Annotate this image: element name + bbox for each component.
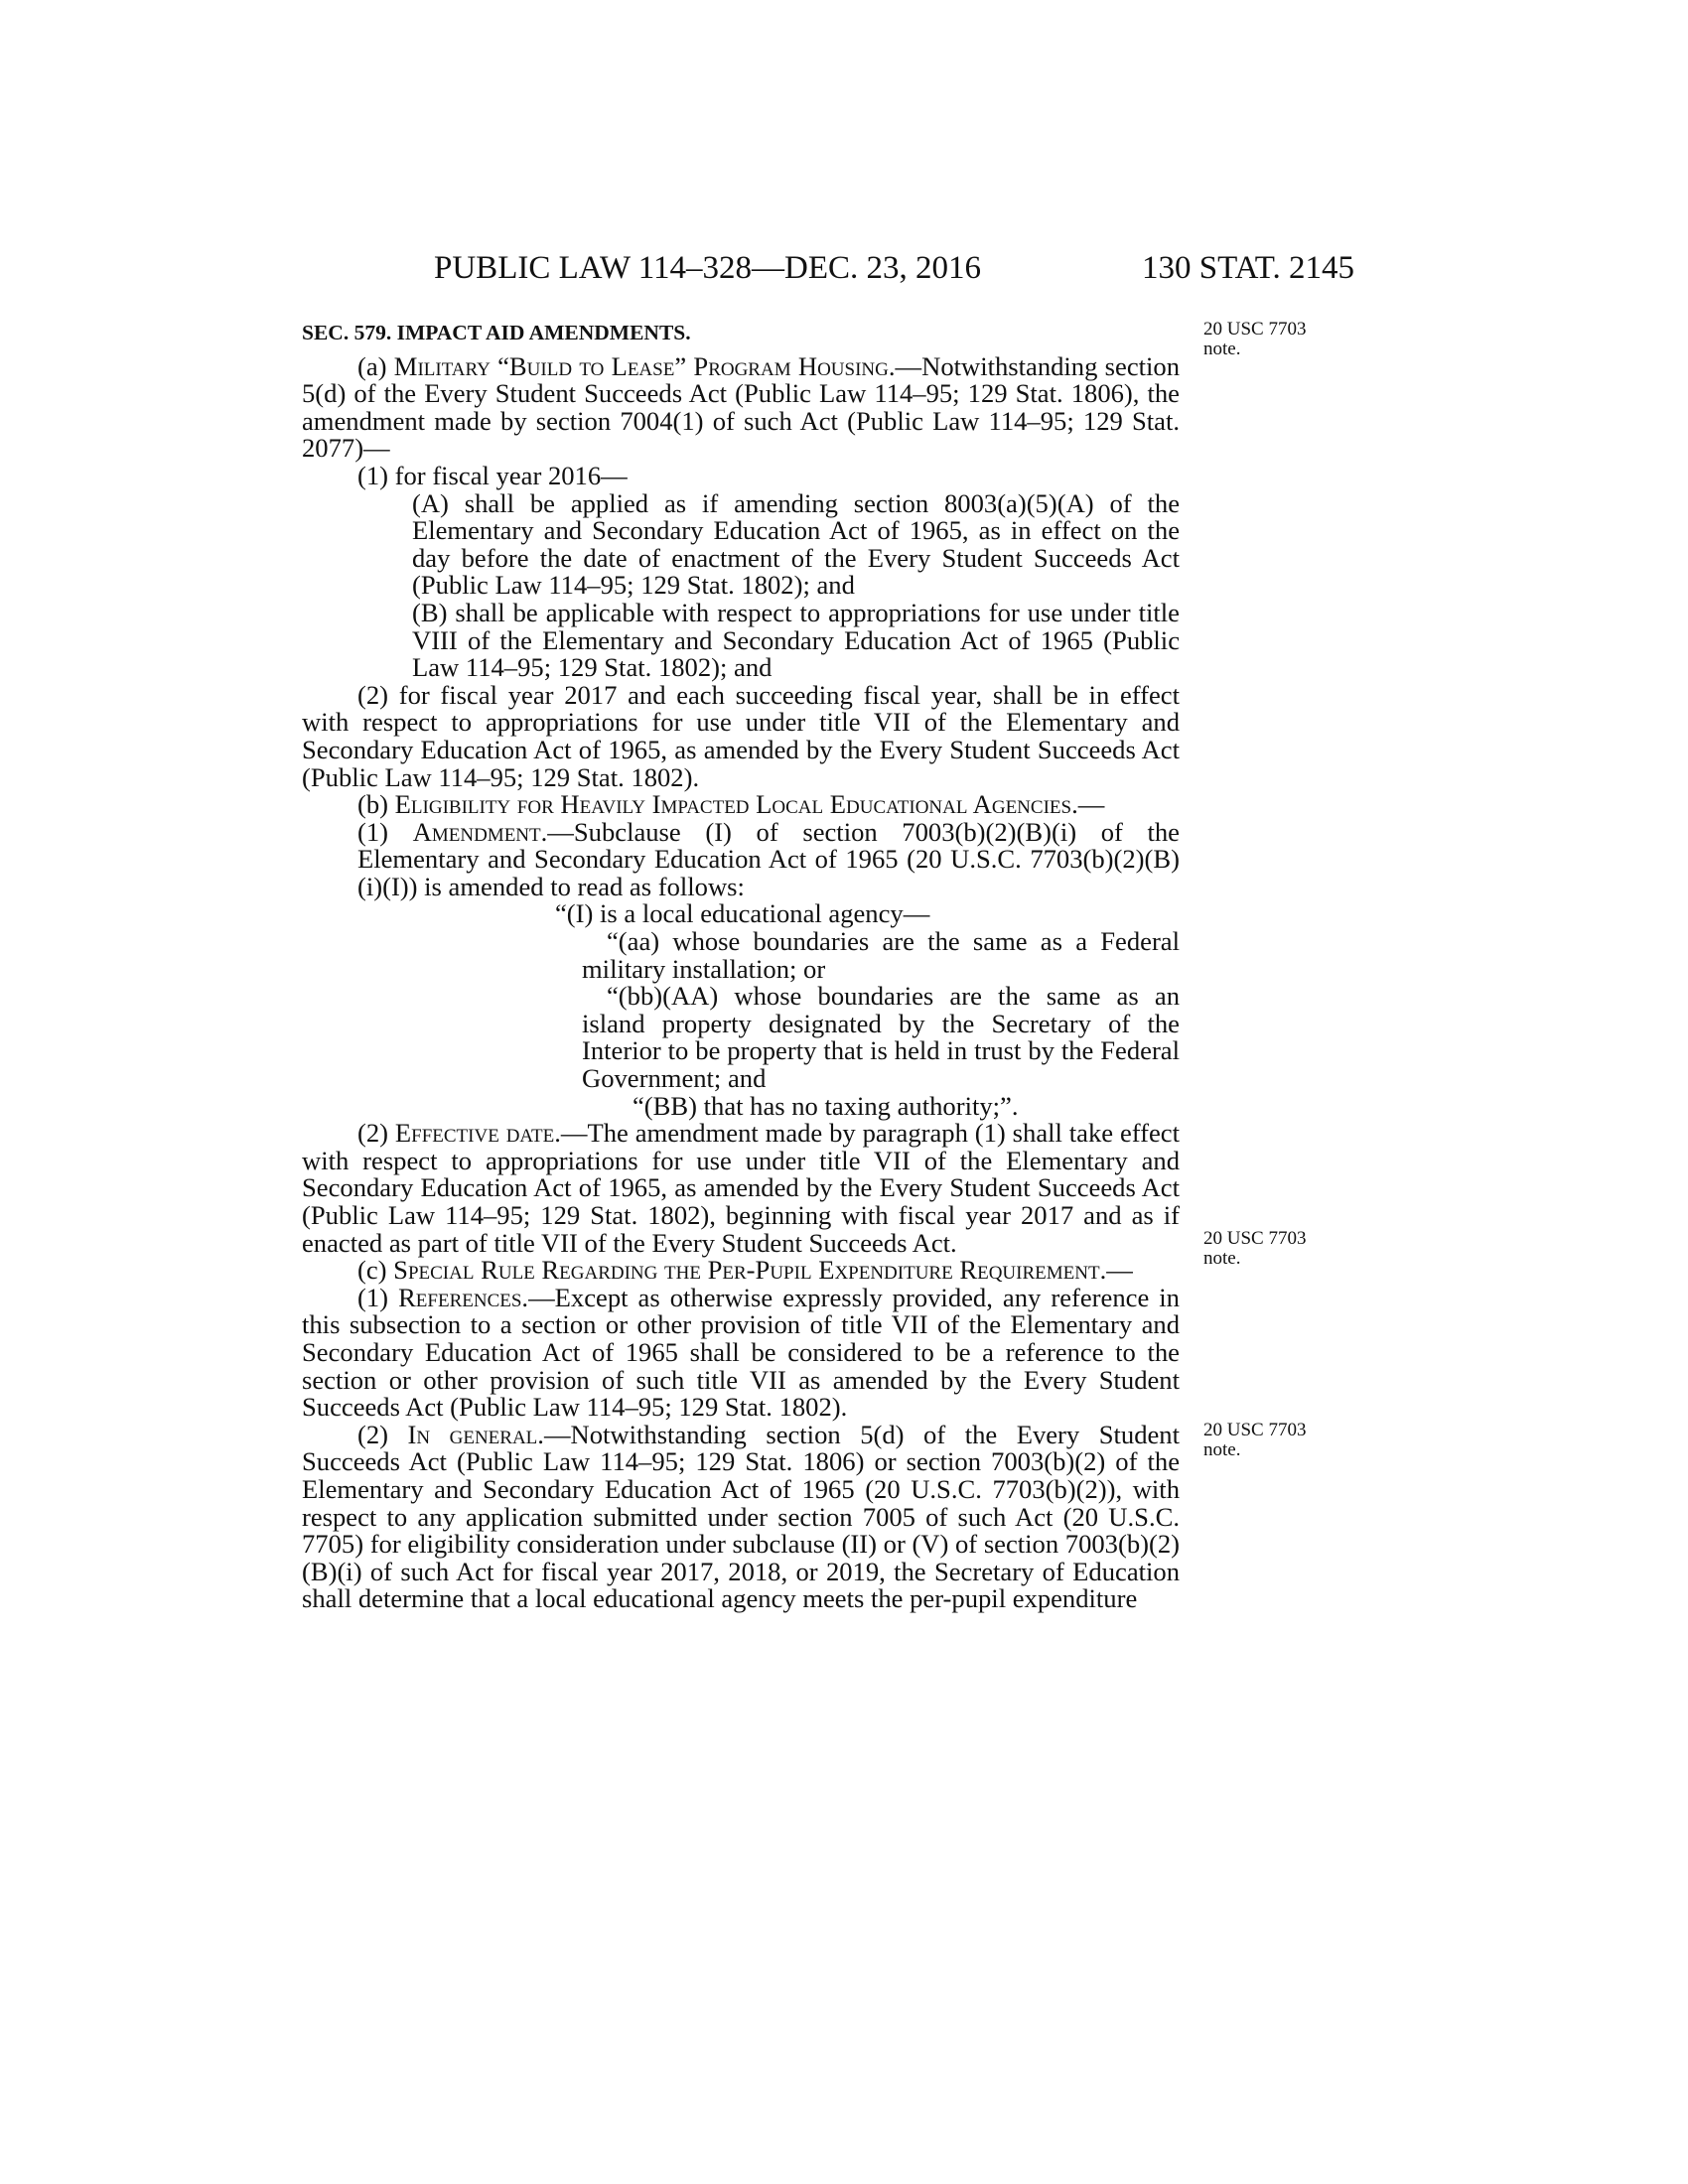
subsection-b-dash: — [1077,789,1105,820]
margin-note-2 [1203,1229,1306,1269]
margin-note-1-line2: note. [1203,339,1241,359]
margin-note-2-line1: 20 USC 7703 [1203,1228,1307,1249]
subsection-a-paragraph-2: (2) for fiscal year 2017 and each succeeding fiscal year, shall be in effect with respect to appropriations for use under title VII of the Elementary and Secondary Education Act of 1965, as amended by the Every Student Succeeds Act (Public Law 114–95; 129 Stat. 1802). [302,679,1180,792]
subsection-c-p1-caption: References. [398,1282,529,1312]
quoted-item-BB: “(BB) that has no taxing authority;”. [633,1090,1019,1121]
subsection-c-heading [302,1257,1180,1285]
subsection-b-p2-lead: (2) [357,1118,395,1149]
subsection-b-paragraph-2 [302,1120,1180,1257]
quoted-item-aa: “(aa) whose boundaries are the same as a Federal military installation; or [582,926,1180,984]
subsection-b-p2-text: —The amendment made by paragraph (1) shall take effect with respect to appropriations for use under title VII of the Elementary and Secondary Education Act of 1965, as amended by the Every Student Succeeds Act (Public Law 114–95; 129 Stat. 1802), beginning with fiscal year 2017 and as if enacted as part of title VII of the Every Student Succeeds Act. [302,1118,1180,1258]
margin-note-3-line1: 20 USC 7703 [1203,1420,1307,1440]
document-body [302,320,1180,1613]
subsection-a-paragraph-1-A: (A) shall be applied as if amending section 8003(a)(5)(A) of the Elementary and Secondary Education Act of 1965, as in effect on the day before the date of enactment of the Every Student Succeeds Act (Public Law 114–95; 129 Stat. 1802); and [412,487,1180,601]
margin-note-3-line2: note. [1203,1439,1241,1460]
subsection-b-lead: (b) [357,789,395,820]
subsection-a-paragraph-1: (1) for fiscal year 2016— [357,460,628,490]
subsection-a-paragraph-1-B: (B) shall be applicable with respect to appropriations for use under title VIII of the Elementary and Secondary Education Act of 1965 (Public Law 114–95; 129 Stat. 1802); and [412,597,1180,683]
quoted-item-bb: “(bb)(AA) whose boundaries are the same as an island property designated by the Secretary of the Interior to be property that is held in trust by the Federal Government; and [582,981,1180,1094]
subsection-c-caption: Special Rule Regarding the Per-Pupil Expenditure Requirement. [393,1255,1107,1286]
subsection-b-caption: Eligibility for Heavily Impacted Local Educational Agencies. [394,789,1078,820]
subsection-c-dash: — [1106,1255,1133,1286]
running-header-title: PUBLIC LAW 114–328—DEC. 23, 2016 [434,250,982,286]
subsection-a-lead: (a) [357,350,394,381]
subsection-a-caption: Military “Build to Lease” Program Housing. [393,350,896,381]
subsection-b-p2-caption: Effective date. [394,1118,561,1149]
subsection-c-p2-lead: (2) [357,1419,408,1449]
subsection-a-text: —Notwithstanding section 5(d) of the Every Student Succeeds Act (Public Law 114–95; 129 Stat. 1806), the amendment made by section 7004(1) of such Act (Public Law 114–95; 129 Stat. 2077)— [302,350,1180,464]
subsection-b-p1-text: —Subclause (I) of section 7003(b)(2)(B)(i) of the Elementary and Secondary Education Act of 1965 (20 U.S.C. 7703(b)(2)(B)(i)(I)) is amended to read as follows: [357,816,1180,901]
margin-note-1 [1203,320,1306,359]
subsection-b-heading [302,791,1180,819]
subsection-c-p2-text: —Notwithstanding section 5(d) of the Every Student Succeeds Act (Public Law 114–95; 129 Stat. 1806) or section 7003(b)(2) of the Elementary and Secondary Education Act of 1965 (20 U.S.C. 7703(b)(2)), with respect to any application submitted under section 7005 of such Act (20 U.S.C. 7705) for eligibility consideration under subclause (II) or (V) of section 7003(b)(2)(B)(i) of such Act for fiscal year 2017, 2018, or 2019, the Secretary of Education shall determine that a local educational agency meets the per-pupil expenditure [302,1419,1180,1614]
subsection-b-p1-lead: (1) [357,816,413,847]
margin-note-2-line2: note. [1203,1248,1241,1269]
section-heading: SEC. 579. IMPACT AID AMENDMENTS. [302,321,691,344]
margin-note-1-line1: 20 USC 7703 [1203,319,1307,340]
margin-note-3 [1203,1421,1306,1460]
subsection-c-p1-text: —Except as otherwise expressly provided, any reference in this subsection to a section or other provision of title VII of the Elementary and Secondary Education Act of 1965 shall be considered to be a reference to the section or other provision of such title VII as amended by the Every Student Succeeds Act (Public Law 114–95; 129 Stat. 1802). [302,1282,1180,1423]
subsection-c-paragraph-2 [302,1419,1180,1614]
subsection-b-p1-caption: Amendment. [412,816,548,847]
subsection-c-p1-lead: (1) [357,1282,399,1312]
subsection-c-lead: (c) [357,1255,394,1286]
running-header-page: 130 STAT. 2145 [1142,250,1355,286]
subsection-a [302,350,1180,464]
subsection-b-paragraph-1 [302,816,1180,901]
subsection-c-paragraph-1 [302,1282,1180,1423]
quoted-subclause-I: “(I) is a local educational agency— [555,898,930,929]
subsection-c-p2-caption: In general. [407,1419,544,1449]
